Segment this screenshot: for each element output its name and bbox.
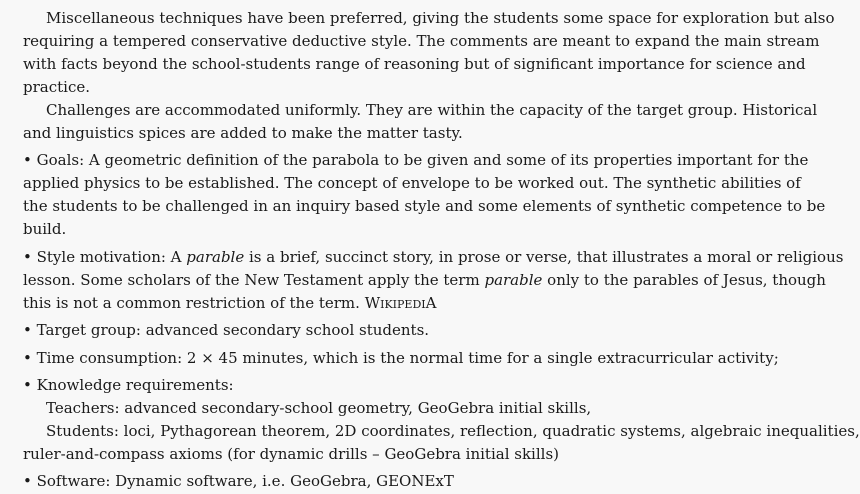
- paragraph-challenges-line-1: Challenges are accommodated uniformly. They are within the capacity of the target group. Historical: [46, 101, 818, 119]
- style-line-1-post: is a brief, succinct story, in prose or verse, that illustrates a moral or religious: [244, 248, 844, 266]
- knowledge-students-line-2: ruler-and-compass axioms (for dynamic drills – GeoGebra initial skills): [23, 445, 559, 463]
- style-motivation-line-3: [23, 292, 436, 315]
- paragraph-intro-line-1: Miscellaneous techniques have been preferred, giving the students some space for exploration but also: [46, 9, 835, 27]
- term-parable-2: parable: [484, 271, 543, 289]
- knowledge-requirements-title: • Knowledge requirements:: [23, 376, 234, 394]
- target-group: • Target group: advanced secondary school students.: [23, 321, 430, 339]
- goals-line-4: build.: [23, 220, 67, 238]
- style-line-3-text: this is not a common restriction of the term.: [23, 294, 365, 312]
- knowledge-students-line-1: Students: loci, Pythagorean theorem, 2D coordinates, reflection, quadratic systems, algebraic inequalities,: [46, 422, 860, 440]
- time-consumption: • Time consumption: 2 × 45 minutes, which is the normal time for a single extracurricular activity;: [23, 349, 779, 367]
- style-line-2-post: only to the parables of Jesus, though: [542, 271, 826, 289]
- style-motivation-line-2: [23, 269, 826, 292]
- style-motivation-line-1: [23, 246, 844, 269]
- knowledge-teachers: Teachers: advanced secondary-school geometry, GeoGebra initial skills,: [46, 399, 592, 417]
- paragraph-intro-line-2: requiring a tempered conservative deductive style. The comments are meant to expand the main stream: [23, 32, 820, 50]
- source-wikipedia: WikipediA: [364, 294, 437, 312]
- paragraph-intro-line-4: practice.: [23, 78, 90, 96]
- paragraph-intro-line-3: with facts beyond the school-students range of reasoning but of significant importance for science and: [23, 55, 806, 73]
- goals-line-3: the students to be challenged in an inquiry based style and some elements of synthetic competence to be: [23, 197, 826, 215]
- term-parable: parable: [186, 248, 245, 266]
- style-line-2-pre: lesson. Some scholars of the New Testament apply the term: [23, 271, 485, 289]
- goals-line-1: • Goals: A geometric definition of the parabola to be given and some of its properties important for the: [23, 151, 809, 169]
- software: • Software: Dynamic software, i.e. GeoGebra, GEONExT: [23, 472, 454, 490]
- goals-line-2: applied physics to be established. The concept of envelope to be worked out. The synthetic abilities of: [23, 174, 801, 192]
- paragraph-challenges-line-2: and linguistics spices are added to make the matter tasty.: [23, 124, 463, 142]
- style-line-1-pre: • Style motivation: A: [23, 248, 187, 266]
